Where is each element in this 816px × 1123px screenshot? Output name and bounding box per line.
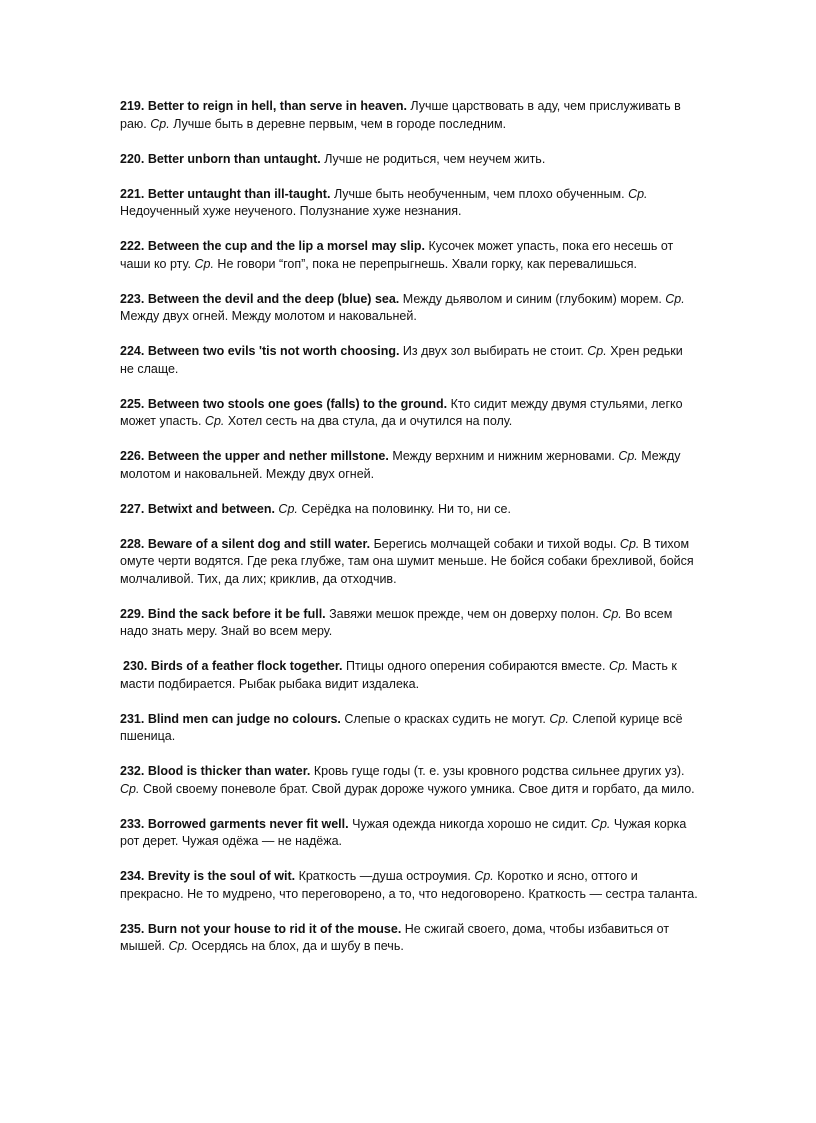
entry-number: 229. bbox=[120, 606, 145, 621]
compare-marker: Ср. bbox=[194, 256, 214, 271]
entry-number: 225. bbox=[120, 396, 145, 411]
entry-number: 233. bbox=[120, 816, 145, 831]
entry-number: 224. bbox=[120, 344, 145, 358]
proverb-entry bbox=[120, 291, 700, 326]
proverb-entry bbox=[120, 396, 700, 431]
russian-translation: Между верхним и нижним жерновами. bbox=[392, 449, 615, 463]
english-proverb: Between two stools one goes (falls) to the ground. bbox=[147, 396, 448, 411]
entry-number: 230. bbox=[123, 659, 148, 673]
compare-marker: Ср. bbox=[618, 449, 638, 463]
entry-number: 227. bbox=[120, 501, 145, 516]
entry-number: 226. bbox=[120, 449, 145, 463]
proverb-entry bbox=[120, 868, 700, 903]
russian-equivalent: Свой своему поневоле брат. Свой дурак дороже чужого умника. Свое дитя и горбато, да мило. bbox=[142, 781, 695, 796]
russian-translation: Птицы одного оперения собираются вместе. bbox=[346, 659, 606, 673]
proverb-entry bbox=[120, 448, 700, 483]
russian-translation: Кровь гуще годы (т. е. узы кровного родства сильнее других уз). bbox=[313, 764, 685, 778]
russian-translation: Завяжи мешок прежде, чем он доверху полон. bbox=[329, 606, 599, 621]
russian-equivalent: Между молотом и наковальней. Между двух огней. bbox=[120, 449, 681, 481]
entry-number: 219. bbox=[120, 99, 145, 113]
entry-number: 220. bbox=[120, 151, 145, 166]
english-proverb: Blood is thicker than water. bbox=[147, 764, 311, 778]
russian-translation: Лучше не родиться, чем неучем жить. bbox=[324, 151, 546, 166]
proverb-entry bbox=[120, 658, 700, 693]
english-proverb: Between the cup and the lip a morsel may slip. bbox=[147, 239, 425, 253]
proverb-list bbox=[120, 98, 700, 973]
entry-number: 223. bbox=[120, 291, 145, 306]
english-proverb: Betwixt and between. bbox=[147, 501, 275, 516]
russian-translation: Лучше быть необученным, чем плохо обученным. bbox=[333, 186, 625, 201]
russian-equivalent: Серёдка на половинку. Ни то, ни се. bbox=[301, 501, 511, 516]
entry-number: 231. bbox=[120, 711, 145, 726]
english-proverb: Between the upper and nether millstone. bbox=[147, 449, 389, 463]
compare-marker: Ср. bbox=[120, 781, 140, 796]
compare-marker: Ср. bbox=[549, 711, 569, 726]
russian-translation: Из двух зол выбирать не стоит. bbox=[402, 344, 584, 358]
english-proverb: Better unborn than untaught. bbox=[147, 151, 321, 166]
russian-equivalent: Хрен редьки не слаще. bbox=[120, 344, 683, 376]
proverb-entry bbox=[120, 238, 700, 273]
russian-translation: Берегись молчащей собаки и тихой воды. bbox=[373, 536, 617, 551]
entry-number: 232. bbox=[120, 764, 145, 778]
russian-equivalent: В тихом омуте черти водятся. Где река глубже, там она шумит меньше. Не бойся собаки брехливой, бойся молчаливой. Тих, да лих; криклив, да отходчив. bbox=[120, 536, 694, 586]
russian-equivalent: Чужая корка рот дерет. Чужая одёжа — не надёжа. bbox=[120, 816, 687, 848]
entry-number: 222. bbox=[120, 239, 145, 253]
proverb-entry bbox=[120, 536, 700, 589]
russian-equivalent: Во всем надо знать меру. Знай во всем меру. bbox=[120, 606, 673, 638]
entry-number: 235. bbox=[120, 921, 145, 936]
russian-translation: Между дьяволом и синим (глубоким) морем. bbox=[402, 291, 662, 306]
proverb-entry bbox=[120, 98, 700, 133]
compare-marker: Ср. bbox=[150, 116, 170, 131]
entry-number: 221. bbox=[120, 186, 145, 201]
russian-translation: Лучше царствовать в аду, чем прислуживать в раю. bbox=[120, 99, 681, 131]
proverb-entry bbox=[120, 816, 700, 851]
compare-marker: Ср. bbox=[602, 606, 622, 621]
compare-marker: Ср. bbox=[278, 501, 298, 516]
proverb-entry bbox=[120, 501, 700, 519]
proverb-entry bbox=[120, 921, 700, 956]
compare-marker: Ср. bbox=[608, 659, 629, 673]
russian-equivalent: Между двух огней. Между молотом и наковальней. bbox=[120, 309, 417, 323]
compare-marker: Ср. bbox=[628, 186, 648, 201]
proverb-entry bbox=[120, 763, 700, 798]
compare-marker: Ср. bbox=[590, 816, 611, 831]
entry-number: 234. bbox=[120, 869, 145, 883]
proverb-entry bbox=[120, 343, 700, 378]
russian-equivalent: Масть к масти подбирается. Рыбак рыбака видит издалека. bbox=[120, 659, 677, 691]
russian-equivalent: Недоученный хуже неученого. Полузнание хуже незнания. bbox=[120, 204, 462, 218]
english-proverb: Bind the sack before it be full. bbox=[147, 606, 326, 621]
russian-translation: Кусочек может упасть, пока его несешь от чаши ко рту. bbox=[120, 239, 674, 271]
english-proverb: Beware of a silent dog and still water. bbox=[147, 536, 371, 551]
english-proverb: Between two evils 'tis not worth choosing. bbox=[147, 344, 400, 358]
russian-equivalent: Слепой курице всё пшеница. bbox=[120, 711, 683, 743]
russian-translation: Не сжигай своего, дома, чтобы избавиться от мышей. bbox=[120, 921, 670, 953]
compare-marker: Ср. bbox=[665, 291, 685, 306]
entry-number: 228. bbox=[120, 536, 145, 551]
compare-marker: Ср. bbox=[474, 869, 494, 883]
english-proverb: Between the devil and the deep (blue) sea. bbox=[147, 291, 400, 306]
compare-marker: Ср. bbox=[204, 414, 225, 428]
english-proverb: Borrowed garments never fit well. bbox=[147, 816, 349, 831]
russian-equivalent: Не говори “гоп”, пока не перепрыгнешь. Хвали горку, как перевалишься. bbox=[217, 256, 637, 271]
russian-translation: Чужая одежда никогда хорошо не сидит. bbox=[352, 816, 588, 831]
english-proverb: Birds of a feather flock together. bbox=[150, 659, 343, 673]
russian-equivalent: Коротко и ясно, оттого и прекрасно. Не то мудрено, что переговорено, а то, что недоговорено. Краткость — сестра таланта. bbox=[120, 869, 698, 901]
russian-equivalent: Лучше быть в деревне первым, чем в городе последним. bbox=[173, 116, 507, 131]
proverb-entry bbox=[120, 711, 700, 746]
proverb-entry bbox=[120, 606, 700, 641]
russian-translation: Слепые о красках судить не могут. bbox=[344, 711, 546, 726]
russian-translation: Кто сидит между двумя стульями, легко может упасть. bbox=[120, 396, 683, 428]
compare-marker: Ср. bbox=[587, 344, 607, 358]
english-proverb: Blind men can judge no colours. bbox=[147, 711, 341, 726]
russian-equivalent: Хотел сесть на два стула, да и очутился на полу. bbox=[227, 414, 513, 428]
proverb-entry bbox=[120, 186, 700, 221]
proverb-entry bbox=[120, 151, 700, 169]
russian-equivalent: Осердясь на блох, да и шубу в печь. bbox=[191, 939, 404, 953]
english-proverb: Burn not your house to rid it of the mouse. bbox=[147, 921, 402, 936]
russian-translation: Краткость —душа остроумия. bbox=[298, 869, 471, 883]
compare-marker: Ср. bbox=[168, 939, 188, 953]
english-proverb: Brevity is the soul of wit. bbox=[147, 869, 296, 883]
english-proverb: Better to reign in hell, than serve in heaven. bbox=[147, 99, 407, 113]
english-proverb: Better untaught than ill-taught. bbox=[147, 186, 331, 201]
compare-marker: Ср. bbox=[619, 536, 640, 551]
